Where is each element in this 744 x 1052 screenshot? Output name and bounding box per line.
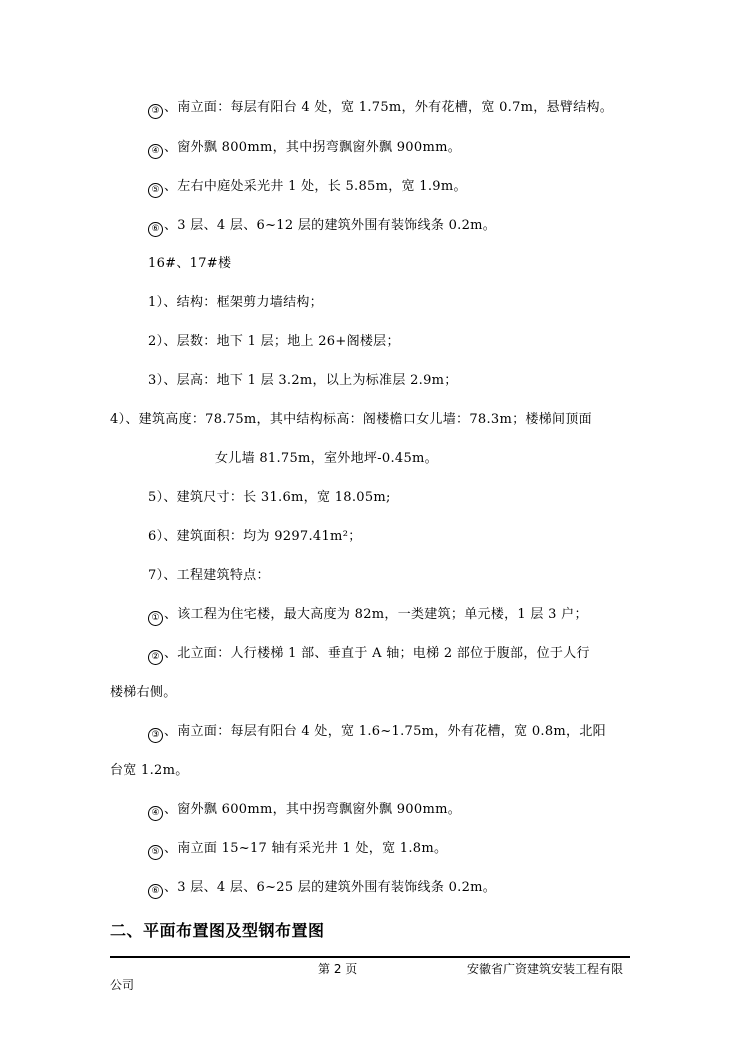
- line-text: 、窗外飘 800mm，其中拐弯飘窗外飘 900mm。: [164, 140, 461, 155]
- circled-number: ③: [148, 104, 163, 119]
- paragraph-line: [148, 140, 461, 159]
- paragraph-line: [148, 841, 447, 860]
- paragraph-line: [148, 179, 467, 198]
- circled-number: ⑤: [148, 183, 163, 198]
- paragraph-line: 4）、建筑高度：78.75m，其中结构标高：阁楼檐口女儿墙：78.3m；楼梯间顶面: [110, 412, 592, 427]
- paragraph-line: 5）、建筑尺寸：长 31.6m，宽 18.05m;: [148, 490, 391, 505]
- line-text: 、南立面：每层有阳台 4 处，宽 1.75m，外有花槽，宽 0.7m，悬臂结构。: [164, 100, 614, 115]
- line-text: 、窗外飘 600mm，其中拐弯飘窗外飘 900mm。: [164, 802, 461, 817]
- line-text: 、南立面：每层有阳台 4 处，宽 1.6~1.75m，外有花槽，宽 0.8m，北阳: [164, 724, 606, 739]
- footer-divider: [110, 956, 630, 958]
- paragraph-line: 6）、建筑面积：均为 9297.41m²；: [148, 529, 362, 544]
- paragraph-line: [148, 646, 590, 665]
- circled-number: ⑥: [148, 222, 163, 237]
- line-text: 、3 层、4 层、6~12 层的建筑外围有装饰线条 0.2m。: [164, 218, 497, 233]
- paragraph-line: 女儿墙 81.75m，室外地坪-0.45m。: [215, 451, 438, 466]
- line-text: 、3 层、4 层、6~25 层的建筑外围有装饰线条 0.2m。: [164, 880, 497, 895]
- circled-number: ②: [148, 650, 163, 665]
- line-text: 、北立面：人行楼梯 1 部、垂直于 A 轴；电梯 2 部位于腹部，位于人行: [164, 646, 590, 661]
- section-subtitle: 16#、17#楼: [148, 256, 232, 271]
- paragraph-line: [148, 100, 613, 119]
- paragraph-line: 1）、结构：框架剪力墙结构；: [148, 295, 323, 310]
- circled-number: ①: [148, 611, 163, 626]
- paragraph-line: 7）、工程建筑特点：: [148, 568, 270, 583]
- paragraph-line: [148, 724, 606, 743]
- line-text: 、左右中庭处采光井 1 处，长 5.85m，宽 1.9m。: [164, 179, 467, 194]
- paragraph-line: [148, 607, 588, 626]
- paragraph-line: 3）、层高：地下 1 层 3.2m，以上为标准层 2.9m；: [148, 373, 458, 388]
- footer-company: 安徽省广资建筑安装工程有限: [467, 962, 624, 976]
- circled-number: ⑤: [148, 845, 163, 860]
- line-text: 、南立面 15~17 轴有采光井 1 处，宽 1.8m。: [164, 841, 448, 856]
- line-text: 、该工程为住宅楼，最大高度为 82m，一类建筑；单元楼，1 层 3 户；: [164, 607, 588, 622]
- footer-company-continued: 公司: [110, 978, 135, 992]
- paragraph-line: [148, 880, 496, 899]
- paragraph-line: [148, 802, 461, 821]
- circled-number: ⑥: [148, 884, 163, 899]
- circled-number: ④: [148, 806, 163, 821]
- section-heading: 二、平面布置图及型钢布置图: [110, 921, 325, 940]
- paragraph-line: [148, 218, 496, 237]
- circled-number: ④: [148, 144, 163, 159]
- circled-number: ③: [148, 728, 163, 743]
- paragraph-line: 台宽 1.2m。: [110, 763, 189, 778]
- paragraph-line: 楼梯右侧。: [110, 685, 177, 700]
- page-number: 第 2 页: [318, 962, 358, 976]
- paragraph-line: 2）、层数：地下 1 层；地上 26+阁楼层；: [148, 334, 400, 349]
